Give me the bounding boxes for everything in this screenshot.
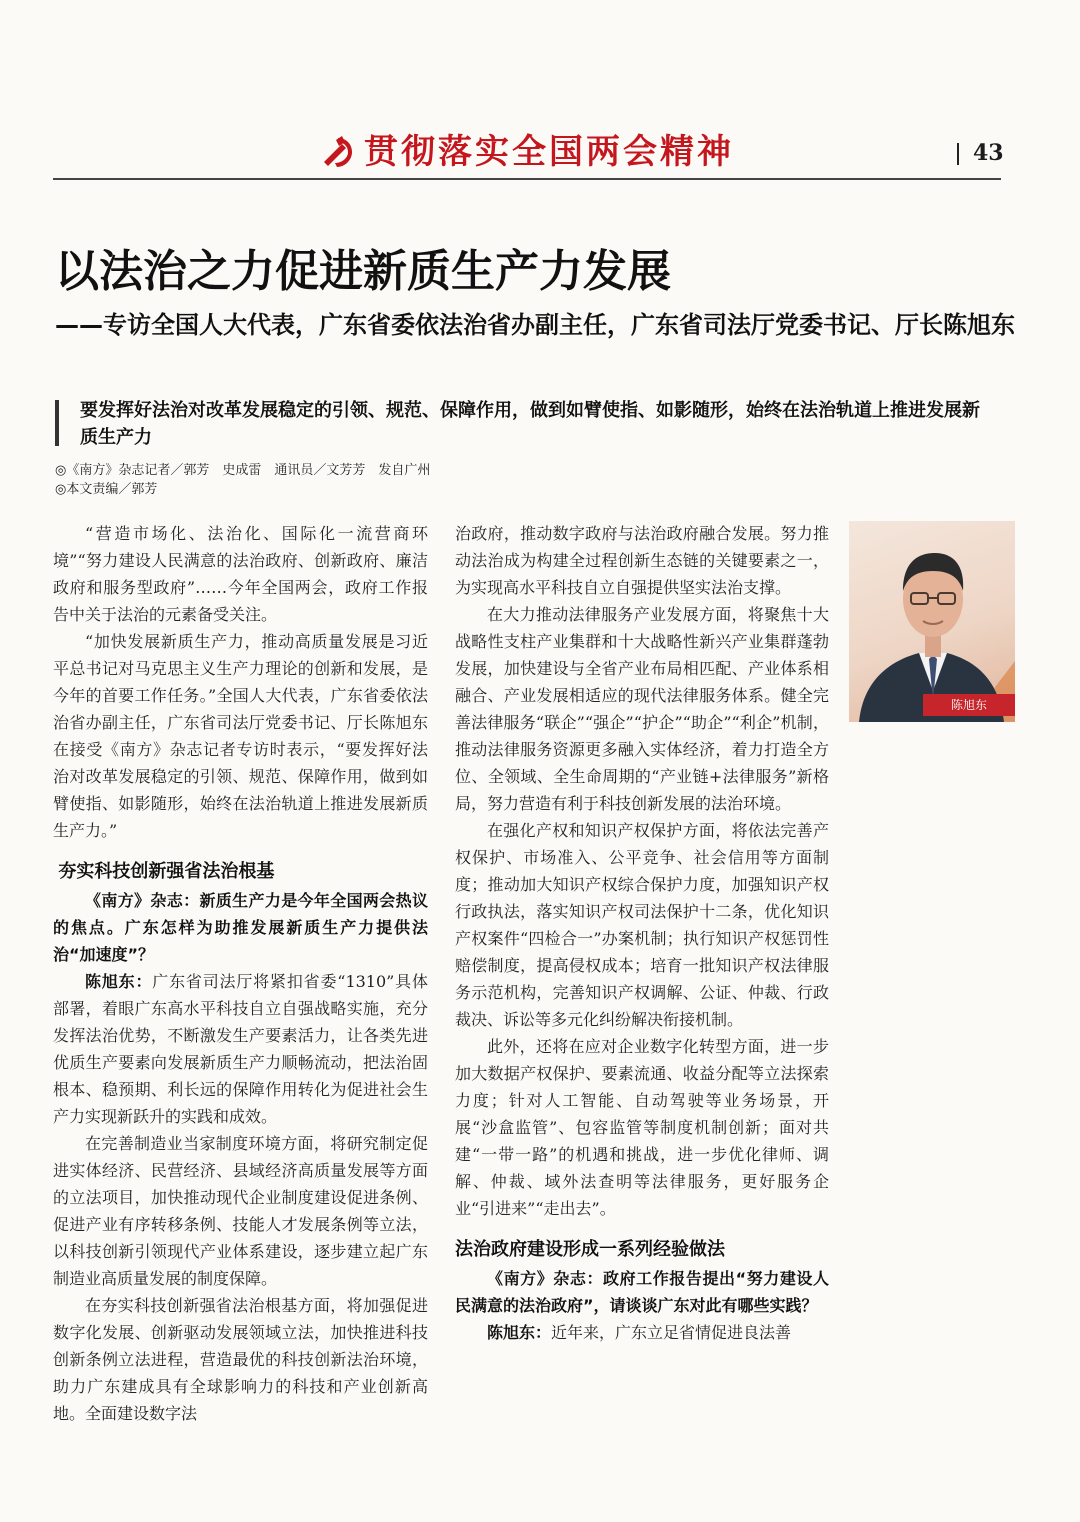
section-heading: 夯实科技创新强省法治根基 [58, 861, 275, 882]
section-title: 贯彻落实全国两会精神 [364, 132, 734, 172]
answer-paragraph [53, 968, 428, 1130]
photo-caption: 陈旭东 [923, 694, 1015, 716]
question: 《南方》杂志：政府工作报告提出“努力建设人民满意的法治政府”，请谈谈广东对此有哪些实践？ [455, 1269, 829, 1315]
portrait-photo [849, 521, 1015, 722]
paragraph: 在完善制造业当家制度环境方面，将研究制定促进实体经济、民营经济、县域经济高质量发展等方面的立法项目，加快推动现代企业制度建设促进条例、促进产业有序转移条例、技能人才发展条例等立法，以科技创新引领现代产业体系建设，逐步建立起广东制造业高质量发展的制度保障。 [53, 1134, 428, 1288]
section-heading: 法治政府建设形成一系列经验做法 [455, 1239, 725, 1260]
paragraph: 在夯实科技创新强省法治根基方面，将加强促进数字化发展、创新驱动发展领域立法，加快推进科技创新条例立法进程，营造最优的科技创新法治环境，助力广东建成具有全球影响力的科技和产业创新高地。全面建设数字法 [53, 1296, 428, 1423]
page-number-divider [957, 143, 959, 165]
paragraph: 治政府，推动数字政府与法治政府融合发展。努力推动法治成为构建全过程创新生态链的关键要素之一，为实现高水平科技自立自强提供坚实法治支撑。 [455, 524, 829, 597]
answer-text: 近年来，广东立足省情促进良法善 [551, 1323, 792, 1342]
paragraph: 在大力推动法律服务产业发展方面，将聚焦十大战略性支柱产业集群和十大战略性新兴产业集群蓬勃发展，加快建设与全省产业布局相匹配、产业体系相融合、产业发展相适应的现代法律服务体系。健全完善法律服务“联企”“强企”“护企”“助企”“利企”机制，推动法律服务资源更多融入实体经济，着力打造全方位、全领域、全生命周期的“产业链+法律服务”新格局，努力营造有利于科技创新发展的法治环境。 [455, 605, 829, 813]
portrait-illustration [849, 521, 1015, 722]
speaker-label: 陈旭东： [487, 1323, 552, 1342]
header-rule [53, 178, 1001, 180]
paragraph: “加快发展新质生产力，推动高质量发展是习近平总书记对马克思主义生产力理论的创新和发展，是今年的首要工作任务。”全国人大代表，广东省委依法治省办副主任，广东省司法厅党委书记、厅长陈旭东在接受《南方》杂志记者专访时表示，“要发挥好法治对改革发展稳定的引领、规范、保障作用，做到如臂使指、如影随形，始终在法治轨道上推进发展新质生产力。” [53, 632, 428, 840]
answer-text: 广东省司法厅将紧扣省委“1310”具体部署，着眼广东高水平科技自立自强战略实施，充分发挥法治优势，不断激发生产要素活力，让各类先进优质生产要素向发展新质生产力顺畅流动，把法治固根本、稳预期、利长远的保障作用转化为促进社会生产力实现新跃升的实践和成效。 [53, 972, 428, 1126]
paragraph: 在强化产权和知识产权保护方面，将依法完善产权保护、市场准入、公平竞争、社会信用等方面制度；推动加大知识产权综合保护力度，加强知识产权行政执法，落实知识产权司法保护十二条，优化知识产权案件“四检合一”办案机制；执行知识产权惩罚性赔偿制度，提高侵权成本；培育一批知识产权法律服务示范机构，完善知识产权调解、公证、仲裁、行政裁决、诉讼等多元化纠纷解决衔接机制。 [455, 821, 829, 1029]
answer-paragraph [455, 1319, 829, 1346]
party-emblem-icon [318, 134, 354, 170]
byline-authors: ◎《南方》杂志记者／郭芳 史成雷 通讯员／文芳芳 发自广州 [55, 463, 431, 478]
page-number [957, 138, 1004, 168]
left-column [53, 520, 428, 1427]
question: 《南方》杂志：新质生产力是今年全国两会热议的焦点。广东怎样为助推发展新质生产力提供法治“加速度”？ [53, 891, 428, 964]
pull-quote-bar [55, 400, 59, 446]
byline-editor: ◎本文责编／郭芳 [55, 482, 158, 497]
page-number-text: 43 [973, 140, 1004, 166]
article-subtitle: ——专访全国人大代表，广东省委依法治省办副主任，广东省司法厅党委书记、厅长陈旭东 [55, 311, 1015, 339]
section-header [0, 128, 1080, 176]
pull-quote [55, 397, 995, 449]
speaker-label: 陈旭东： [85, 972, 153, 991]
pull-quote-text: 要发挥好法治对改革发展稳定的引领、规范、保障作用，做到如臂使指、如影随形，始终在法治轨道上推进发展新质生产力 [80, 400, 980, 448]
article-title: 以法治之力促进新质生产力发展 [55, 246, 671, 297]
right-column [455, 520, 829, 1346]
paragraph: 此外，还将在应对企业数字化转型方面，进一步加大数据产权保护、要素流通、收益分配等立法探索力度；针对人工智能、自动驾驶等业务场景，开展“沙盒监管”、包容监管等制度机制创新；面对共建“一带一路”的机遇和挑战，进一步优化律师、调解、仲裁、域外法查明等法律服务，更好服务企业“引进来”“走出去”。 [455, 1037, 829, 1218]
paragraph: “营造市场化、法治化、国际化一流营商环境”“努力建设人民满意的法治政府、创新政府、廉洁政府和服务型政府”……今年全国两会，政府工作报告中关于法治的元素备受关注。 [53, 524, 428, 624]
